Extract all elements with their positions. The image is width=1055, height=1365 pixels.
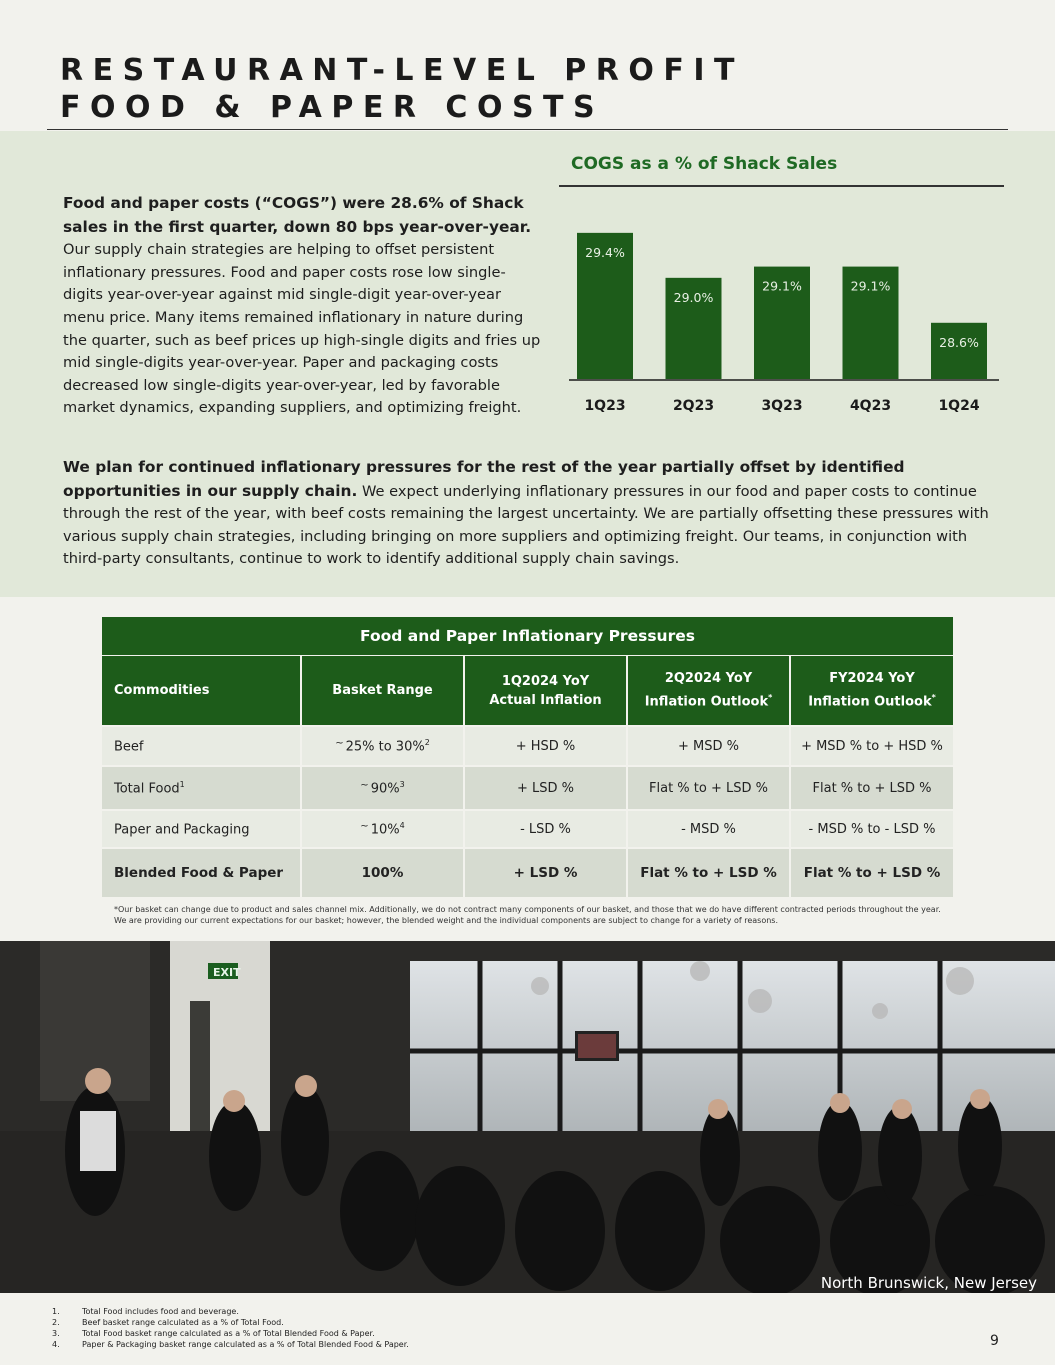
category-label: 1Q24 — [938, 398, 980, 414]
table-row — [102, 810, 953, 848]
restaurant-photo-illustration — [0, 941, 1055, 1293]
row-actual: + LSD % — [464, 848, 627, 897]
chart-title: COGS as a % of Shack Sales — [571, 154, 838, 174]
row-q2-outlook: Flat % to + LSD % — [627, 766, 790, 810]
table-header-row — [102, 656, 953, 726]
photo-caption: North Brunswick, New Jersey — [820, 1274, 1037, 1292]
bar-value-label: 29.1% — [850, 278, 891, 294]
bar-value-label: 29.0% — [673, 289, 714, 305]
row-actual: - LSD % — [464, 810, 627, 848]
category-label: 1Q23 — [584, 398, 626, 414]
row-basket-range: ~ 90%$^3$ — [301, 766, 464, 810]
inflation-table — [102, 617, 953, 897]
row-basket-range: 100% — [301, 848, 464, 897]
header-divider — [47, 129, 1008, 130]
page-number: 9 — [990, 1333, 999, 1349]
row-basket-range: ~ 25% to 30%$^2$ — [301, 726, 464, 766]
header-q2-outlook: 2Q2024 YoY Inflation Outlook* — [627, 656, 790, 726]
bar-value-label: 28.6% — [939, 334, 979, 350]
team-photo — [0, 941, 1055, 1293]
header-actual-inflation: 1Q2024 YoY Actual Inflation — [464, 656, 627, 726]
endnote: 1. Total Food includes food and beverage. — [52, 1307, 239, 1316]
bar-value-label: 29.4% — [585, 244, 625, 260]
row-commodity: Total Food$^1$ — [102, 766, 301, 810]
endnote: 2. Beef basket range calculated as a % of Total Food. — [52, 1318, 284, 1327]
endnote: 3. Total Food basket range calculated as a % of Total Blended Food & Paper. — [52, 1329, 375, 1338]
table-row — [102, 766, 953, 810]
inflation-table-grid — [102, 656, 953, 897]
table-row — [102, 726, 953, 766]
outlook-lead: We plan for continued inflationary pressures for the rest of the year partially offset by identified opportunities in our supply chain. — [63, 458, 905, 500]
row-commodity: Blended Food & Paper — [102, 848, 301, 897]
table-title: Food and Paper Inflationary Pressures — [102, 617, 953, 655]
intro-paragraph — [63, 192, 543, 420]
category-label: 3Q23 — [761, 398, 803, 414]
page-title-line-1: RESTAURANT-LEVEL PROFIT — [60, 53, 745, 88]
table-row-total — [102, 848, 953, 897]
cogs-bar-chart — [559, 190, 1004, 425]
row-q2-outlook: - MSD % — [627, 810, 790, 848]
outlook-body: We expect underlying inflationary pressures in our food and paper costs to continue through the rest of the year, with beef costs remaining the largest uncertainty. We are partially offsetting these pressures with various supply chain strategies, including bringing on more suppliers and optimizing freight. Our teams, in conjunction with third-party consultants, continue to work to identify additional supply chain savings. — [63, 482, 989, 568]
header-basket-range: Basket Range — [301, 656, 464, 726]
table-footnote: *Our basket can change due to product and sales channel mix. Additionally, we do not contract many components of our basket, and those that we do have different contracted periods throughout the year. We are providing our current expectations for our basket; however, the blended weight and the individual components are subject to change for a variety of reasons. — [114, 905, 941, 925]
bar-1Q24 — [931, 323, 987, 379]
page-header — [60, 52, 744, 126]
header-fy-outlook: FY2024 YoY Inflation Outlook* — [790, 656, 953, 726]
row-fy-outlook: Flat % to + LSD % — [790, 848, 953, 897]
row-actual: + HSD % — [464, 726, 627, 766]
endnote: 4. Paper & Packaging basket range calculated as a % of Total Blended Food & Paper. — [52, 1340, 409, 1349]
header-commodities: Commodities — [102, 656, 301, 726]
row-basket-range: ~ 10%$^4$ — [301, 810, 464, 848]
endnotes — [52, 1306, 409, 1350]
row-fy-outlook: Flat % to + LSD % — [790, 766, 953, 810]
intro-body: Our supply chain strategies are helping to offset persistent inflationary pressures. Food and paper costs rose low single-digits year-over-year against mid single-digit year-over-year menu price. Many items remained inflationary in nature during the quarter, such as beef prices up high-single digits and fries up mid single-digits year-over-year. Paper and packaging costs decreased low single-digits year-over-year, led by favorable market dynamics, expanding suppliers, and optimizing freight. — [63, 241, 541, 417]
row-actual: + LSD % — [464, 766, 627, 810]
row-commodity: Paper and Packaging — [102, 810, 301, 848]
category-label: 4Q23 — [849, 398, 892, 414]
page-title-line-2: FOOD & PAPER COSTS — [60, 90, 605, 125]
row-q2-outlook: Flat % to + LSD % — [627, 848, 790, 897]
chart-title-divider — [559, 185, 1004, 187]
row-fy-outlook: + MSD % to + HSD % — [790, 726, 953, 766]
row-q2-outlook: + MSD % — [627, 726, 790, 766]
row-commodity: Beef — [102, 726, 301, 766]
intro-lead: Food and paper costs (“COGS”) were 28.6% of Shack sales in the first quarter, down 80 bps year-over-year. — [63, 194, 532, 236]
outlook-paragraph — [63, 456, 993, 571]
category-label: 2Q23 — [672, 398, 715, 414]
bar-value-label: 29.1% — [762, 278, 802, 294]
exit-sign: EXIT — [213, 966, 241, 979]
row-fy-outlook: - MSD % to - LSD % — [790, 810, 953, 848]
